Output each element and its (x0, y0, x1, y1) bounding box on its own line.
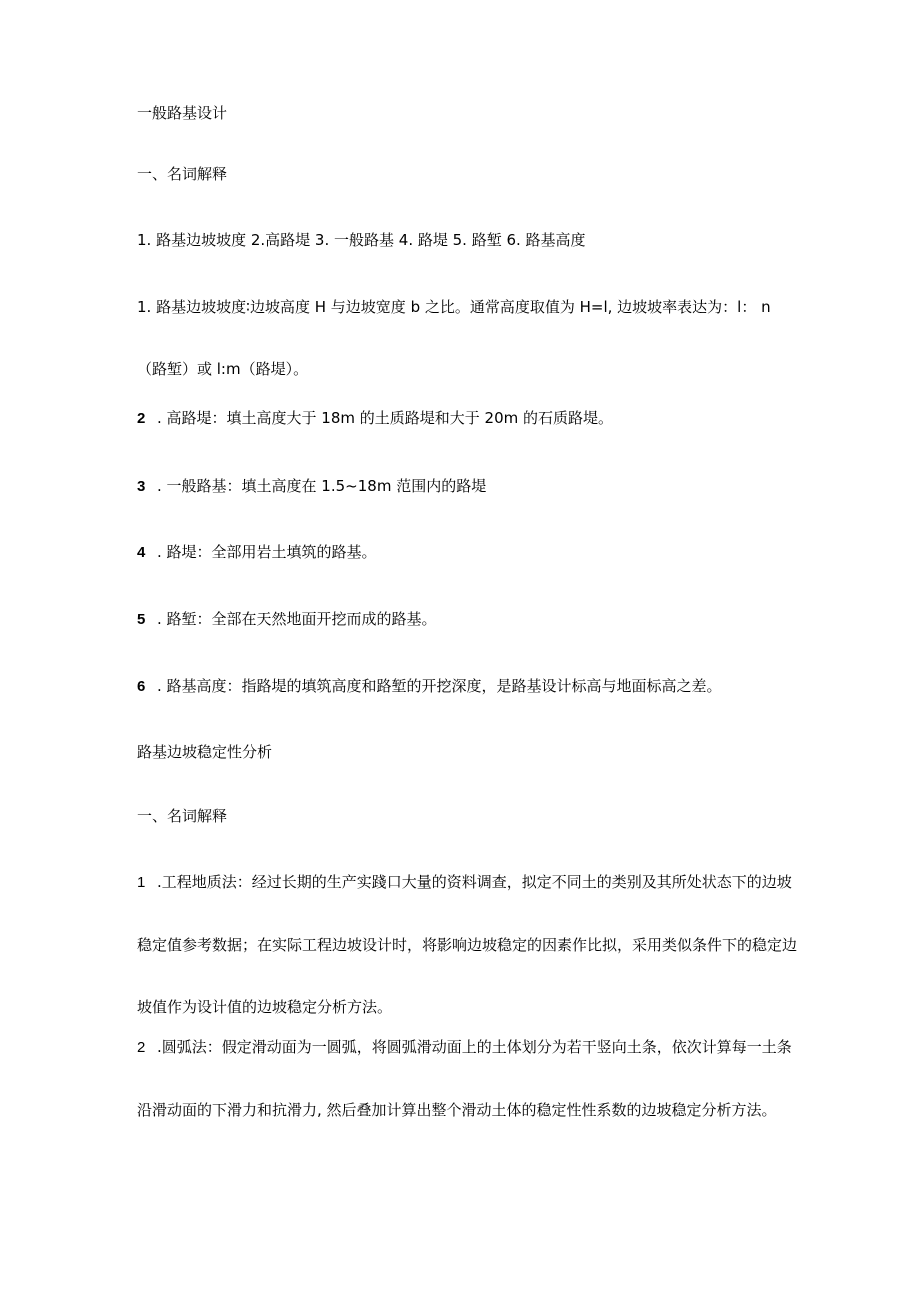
item-engineering-geology-method (137, 851, 797, 1038)
item-text: . 路堤：全部用岩土填筑的路基。 (157, 543, 377, 561)
item-text: . 一般路基：填土高度在 1.5~18m 范围内的路堤 (157, 477, 487, 495)
terms-list: 1. 路基边坡坡度 2.高路堤 3. 一般路基 4. 路堤 5. 路堑 6. 路基高度 (137, 231, 586, 249)
definition-slope-gradient: 1. 路基边坡坡度∶边坡高度 H 与边坡宽度 b 之比。通常高度取值为 H=l, 边坡坡率表达为：l： n（路堑）或 l:m（路堤）。 (137, 298, 771, 378)
item-number: 1 (137, 874, 146, 891)
item-text: . 高路堤：填土高度大于 18m 的土质路堤和大于 20m 的石质路堤。 (157, 409, 614, 427)
item-text: .圆弧法：假定滑动面为一圆弧，将圆弧滑动面上的土体划分为若干竖向土条，依次计算每一土条沿滑动面的下滑力和抗滑力, 然后叠加计算出整个滑动土体的稳定性性系数的边坡稳定分析方法。 (137, 1038, 792, 1119)
item-text: . 路基高度：指路堤的填筑高度和路堑的开挖深度，是路基设计标高与地面标高之差。 (157, 677, 722, 695)
item-number: 3 (137, 478, 146, 495)
item-text: .工程地质法：经过长期的生产实踐口大量的资料调查，拟定不同土的类别及其所处状态下的边坡稳定值参考数据；在实际工程边坡设计时，将影响边坡稳定的因素作比拟，采用类似条件下的稳定边坡值作为设计值的边坡稳定分析方法。 (137, 873, 798, 1016)
definition-subgrade-height (137, 676, 797, 697)
item-text: . 路堑：全部在天然地面开挖而成的路基。 (157, 610, 437, 628)
definition-cutting (137, 609, 797, 630)
item-number: 6 (137, 678, 146, 695)
item-number: 2 (137, 1039, 146, 1056)
section-title-slope-stability: 路基边坡稳定性分析 (137, 743, 273, 761)
section-title-general-subgrade: 一般路基设计 (137, 104, 228, 122)
heading-term-explanation: 一、名词解释 (137, 165, 228, 183)
item-circular-arc-method (137, 1016, 797, 1141)
definition-general-subgrade (137, 476, 797, 497)
heading-term-explanation-2: 一、名词解释 (137, 807, 228, 825)
item-number: 5 (137, 611, 146, 628)
item-number: 4 (137, 544, 146, 561)
definition-high-embankment (137, 408, 797, 429)
item-number: 2 (137, 410, 146, 427)
definition-embankment (137, 542, 797, 563)
